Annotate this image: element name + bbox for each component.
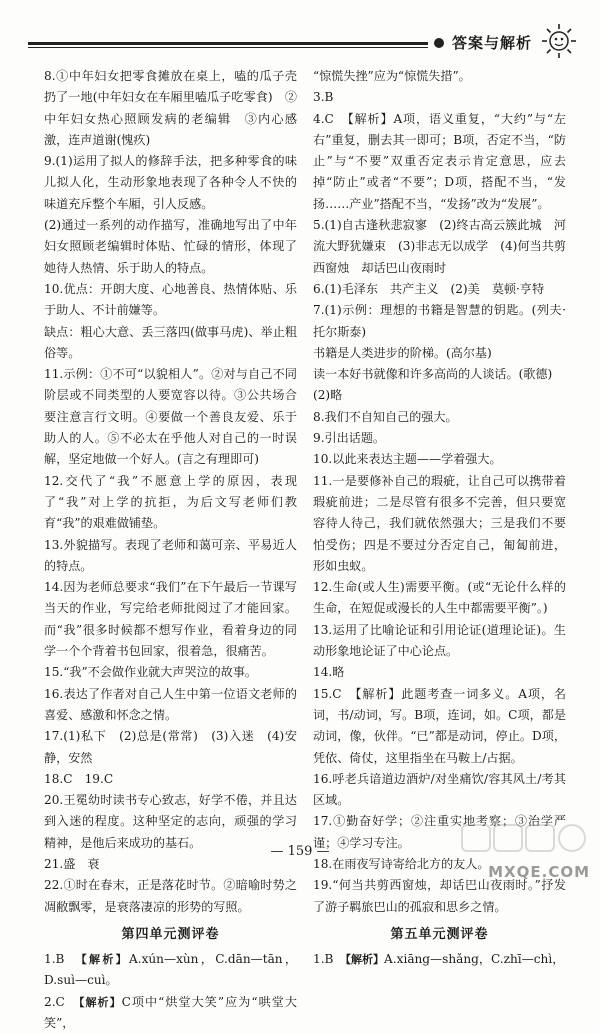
- unit4-answer-6: 6.(1)毛泽东 共产主义 (2)美 莫顿·亨特: [313, 281, 545, 296]
- answer-10-merits: 10.优点：开朗大度、心地善良、热情体贴、乐于助人、不计前嫌等。: [44, 281, 297, 318]
- unit4-answer-3: 3.B: [313, 90, 334, 105]
- left-column: [44, 66, 297, 1034]
- answer-14: 14.因为老师总要求“我们”在下午最后一节课写当天的作业，写完给老师批阅过了才能回家。而“我”很多时候都不想写作业，看着身边的同学一个个背着书包回家，很着急，很痛苦。: [44, 580, 297, 659]
- unit4-answer-5: 5.(1)自古逢秋悲寂寥 (2)终古高云簇此城 河流大野犹嫌束 (3)非志无以成学 (4)何当共剪西窗烛 却话巴山夜雨时: [313, 218, 566, 275]
- answer-8: 8.①中年妇女把零食摊放在桌上，嗑的瓜子壳扔了一地(中年妇女在车厢里嗑瓜子吃零食) ②中年妇女热心照顾发病的老编辑 ③内心感激，连声道谢(愧疚): [44, 69, 297, 147]
- page-number: — 159 —: [270, 844, 330, 859]
- header-title: 答案与解析: [451, 34, 532, 52]
- unit4-answer-15: 15.C 【解析】此题考查一词多义。A项，名词，书/动词，写。B项，连词，如。C项，都是动词，像，伙伴。“已”都是动词，停止。D项，凭依、倚仗，这里指坐在马鞍上/占据。: [313, 686, 566, 765]
- unit4-answer-2: 2.C 【解析】C项中“烘堂大笑”应为“哄堂大笑”，: [44, 994, 297, 1031]
- answer-16: 16.表达了作者对自己人生中第一位语文老师的喜爱、感激和怀念之情。: [44, 686, 297, 722]
- unit4-answer-9: 9.引出话题。: [313, 431, 386, 446]
- answer-11: 11.示例：①不可“以貌相人”。②对与自己不同阶层或不同类型的人要宽容以待。③公共场合要注意言行文明。④要做一个善良友爱、乐于助人的人。⑤不必太在乎他人对自己的一时误解，坚定地做一个好人。(言之有理即可): [44, 367, 297, 467]
- bullet-icon: [434, 38, 444, 48]
- unit4-answer-19: 19.“何当共剪西窗烛，却话巴山夜雨时。”抒发了游子羁旅巴山的孤寂和思乡之情。: [313, 878, 566, 914]
- answer-9-2: (2)通过一系列的动作描写，准确地写出了中年妇女照顾老编辑时体贴、忙碌的情形，体现了她待人热情、乐于助人的特点。: [44, 218, 297, 275]
- unit4-answer-2-cont: “惊慌失挫”应为“惊慌失措”。: [313, 69, 471, 83]
- header-rule: [28, 42, 428, 48]
- sun-emblem-icon: [540, 22, 578, 60]
- unit4-answer-7-2: (2)略: [313, 388, 343, 403]
- section-title-unit4: 第四单元测评卷: [121, 926, 220, 942]
- answer-12: 12.交代了“我”不愿意上学的原因，表现了“我”对上学的抗拒，为后文写老师们教育“我”的艰难做铺垫。: [44, 473, 297, 531]
- unit4-answer-1: 1.B 【解析】A.xún—xùn，C.dān—tān，D.suì—cuì。: [44, 952, 297, 988]
- running-header: [28, 26, 578, 60]
- unit5-answer-1: 1.B 【解析】A.xiāng—shǎng，C.zhī—chì，: [313, 952, 565, 967]
- answer-22: 22.①时在春末，正是落花时节。②暗喻时势之凋敝飘零，是衰落凄凉的形势的写照。: [44, 878, 297, 914]
- answer-13: 13.外貌描写。表现了老师和蔼可亲、平易近人的特点。: [44, 537, 297, 573]
- unit4-answer-4: 4.C 【解析】A项，语义重复，“大约”与“左右”重复，删去其一即可；B项，否定不当，“防止”与“不要”双重否定表示肯定意思，应去掉“防止”或者“不要”；D项，搭配不当，“发扬……产业”搭配不当，“发扬”改为“发展”。: [313, 111, 566, 211]
- unit4-answer-8: 8.我们不自知自己的强大。: [313, 409, 458, 424]
- unit4-answer-18: 18.在雨夜写诗寄给北方的友人。: [313, 856, 490, 871]
- unit4-answer-12: 12.生命(或人生)需要平衡。(或“无论什么样的生命，在短促或漫长的人生中都需要平衡”。): [313, 580, 566, 616]
- unit4-answer-7-quote-a: 书籍是人类进步的阶梯。(高尔基): [313, 345, 492, 360]
- answer-15: 15.“我”不会做作业就大声哭泣的故事。: [44, 665, 258, 680]
- answer-10-flaws: 缺点：粗心大意、丢三落四(做事马虎)、举止粗俗等。: [44, 324, 297, 360]
- section-title-unit5: 第五单元测评卷: [390, 926, 489, 942]
- answer-18-19: 18.C 19.C: [44, 771, 114, 786]
- unit4-answer-14: 14.略: [313, 665, 345, 680]
- answer-20: 20.王冕幼时读书专心致志，好学不倦，并且达到入迷的程度。这种坚定的志向，顽强的学习精神，是他后来成功的基石。: [44, 793, 297, 850]
- unit4-answer-10: 10.以此来表达主题——学着强大。: [313, 452, 502, 467]
- unit4-answer-11: 11.一是要修补自己的瑕疵，让自己可以携带着瑕疵前进；二是尽管有很多不完善，但只要宽容待人待己，我们就依然强大；三是我们不要怕受伤；四是不要过分否定自己，匍匐前进，形如虫蚁。: [313, 473, 566, 573]
- unit4-answer-7-1: 7.(1)示例：理想的书籍是智慧的钥匙。(列夫·托尔斯泰): [313, 303, 566, 339]
- answer-9-1: 9.(1)运用了拟人的修辞手法，把多种零食的味儿拟人化，生动形象地表现了各种令人不快的味道充斥整个车厢，引人反感。: [44, 154, 297, 211]
- answer-17: 17.(1)私下 (2)总是(常常) (3)入迷 (4)安静，安然: [44, 729, 297, 765]
- unit4-answer-16: 16.呼老兵谙道边酒炉/对坐痛饮/容其风土/考其区域。: [313, 771, 566, 808]
- watermark-text: MXQE.COM: [488, 863, 590, 881]
- unit4-answer-13: 13.运用了比喻论证和引用论证(道理论证)。生动形象地论证了中心论点。: [313, 622, 566, 659]
- unit4-answer-7-quote-b: 读一本好书就像和许多高尚的人谈话。(歌德): [313, 367, 553, 382]
- answer-21: 21.盛 衰: [44, 856, 100, 871]
- unit4-answer-17: 17.①勤奋好学；②注重实地考察；③治学严谨；④学习专注。: [313, 814, 566, 850]
